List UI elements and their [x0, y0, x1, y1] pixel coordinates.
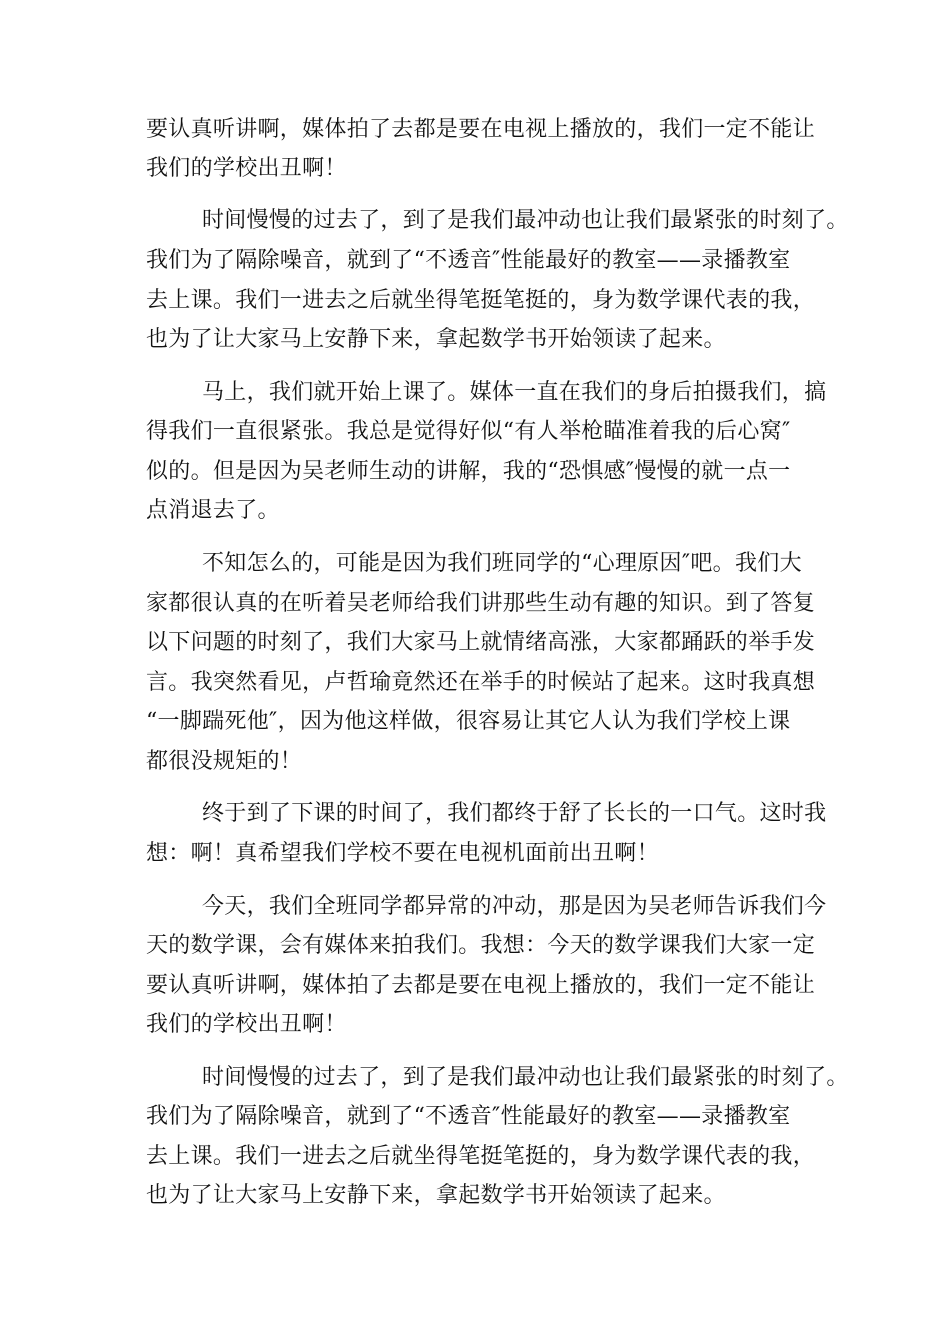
text-line: 我们为了隔除噪音，就到了“不透音″性能最好的教室——录播教室 [146, 248, 791, 273]
paragraph-first-line: 终于到了下课的时间了，我们都终于舒了长长的一口气。这时我 [202, 801, 827, 826]
text-line: 点消退去了。 [146, 498, 280, 523]
text-line: 我们的学校出丑啊！ [146, 1012, 347, 1037]
text-line: 要认真听讲啊，媒体拍了去都是要在电视上播放的，我们一定不能让 [146, 117, 816, 142]
text-line: 我们为了隔除噪音，就到了“不透音″性能最好的教室——录播教室 [146, 1104, 791, 1129]
paragraph-first-line: 马上，我们就开始上课了。媒体一直在我们的身后拍摄我们，搞 [202, 380, 827, 405]
text-line: 去上课。我们一进去之后就坐得笔挺笔挺的，身为数学课代表的我， [146, 1144, 816, 1169]
text-line: 以下问题的时刻了，我们大家马上就情绪高涨，大家都踊跃的举手发 [146, 630, 816, 655]
text-line: 天的数学课，会有媒体来拍我们。我想：今天的数学课我们大家一定 [146, 933, 816, 958]
text-line: 言。我突然看见，卢哲瑜竟然还在举手的时候站了起来。这时我真想 [146, 670, 816, 695]
text-line: 都很没规矩的！ [146, 749, 303, 774]
paragraph-first-line: 不知怎么的，可能是因为我们班同学的“心理原因″吧。我们大 [202, 551, 802, 576]
text-line: 要认真听讲啊，媒体拍了去都是要在电视上播放的，我们一定不能让 [146, 973, 816, 998]
text-line: 想：啊！真希望我们学校不要在电视机面前出丑啊！ [146, 841, 659, 866]
text-line: 家都很认真的在听着吴老师给我们讲那些生动有趣的知识。到了答复 [146, 591, 816, 616]
text-line: “一脚踹死他″，因为他这样做，很容易让其它人认为我们学校上课 [146, 709, 791, 734]
text-line: 似的。但是因为吴老师生动的讲解，我的“恐惧感″慢慢的就一点一 [146, 459, 791, 484]
text-line: 也为了让大家马上安静下来，拿起数学书开始领读了起来。 [146, 327, 726, 352]
paragraph-first-line: 今天，我们全班同学都异常的冲动，那是因为吴老师告诉我们今 [202, 894, 827, 919]
text-line: 得我们一直很紧张。我总是觉得好似“有人举枪瞄准着我的后心窝″ [146, 419, 791, 444]
text-line: 也为了让大家马上安静下来，拿起数学书开始领读了起来。 [146, 1183, 726, 1208]
paragraph-first-line: 时间慢慢的过去了，到了是我们最冲动也让我们最紧张的时刻了。 [202, 1065, 849, 1090]
text-line: 我们的学校出丑啊！ [146, 156, 347, 181]
text-line: 去上课。我们一进去之后就坐得笔挺笔挺的，身为数学课代表的我， [146, 288, 816, 313]
paragraph-first-line: 时间慢慢的过去了，到了是我们最冲动也让我们最紧张的时刻了。 [202, 208, 849, 233]
